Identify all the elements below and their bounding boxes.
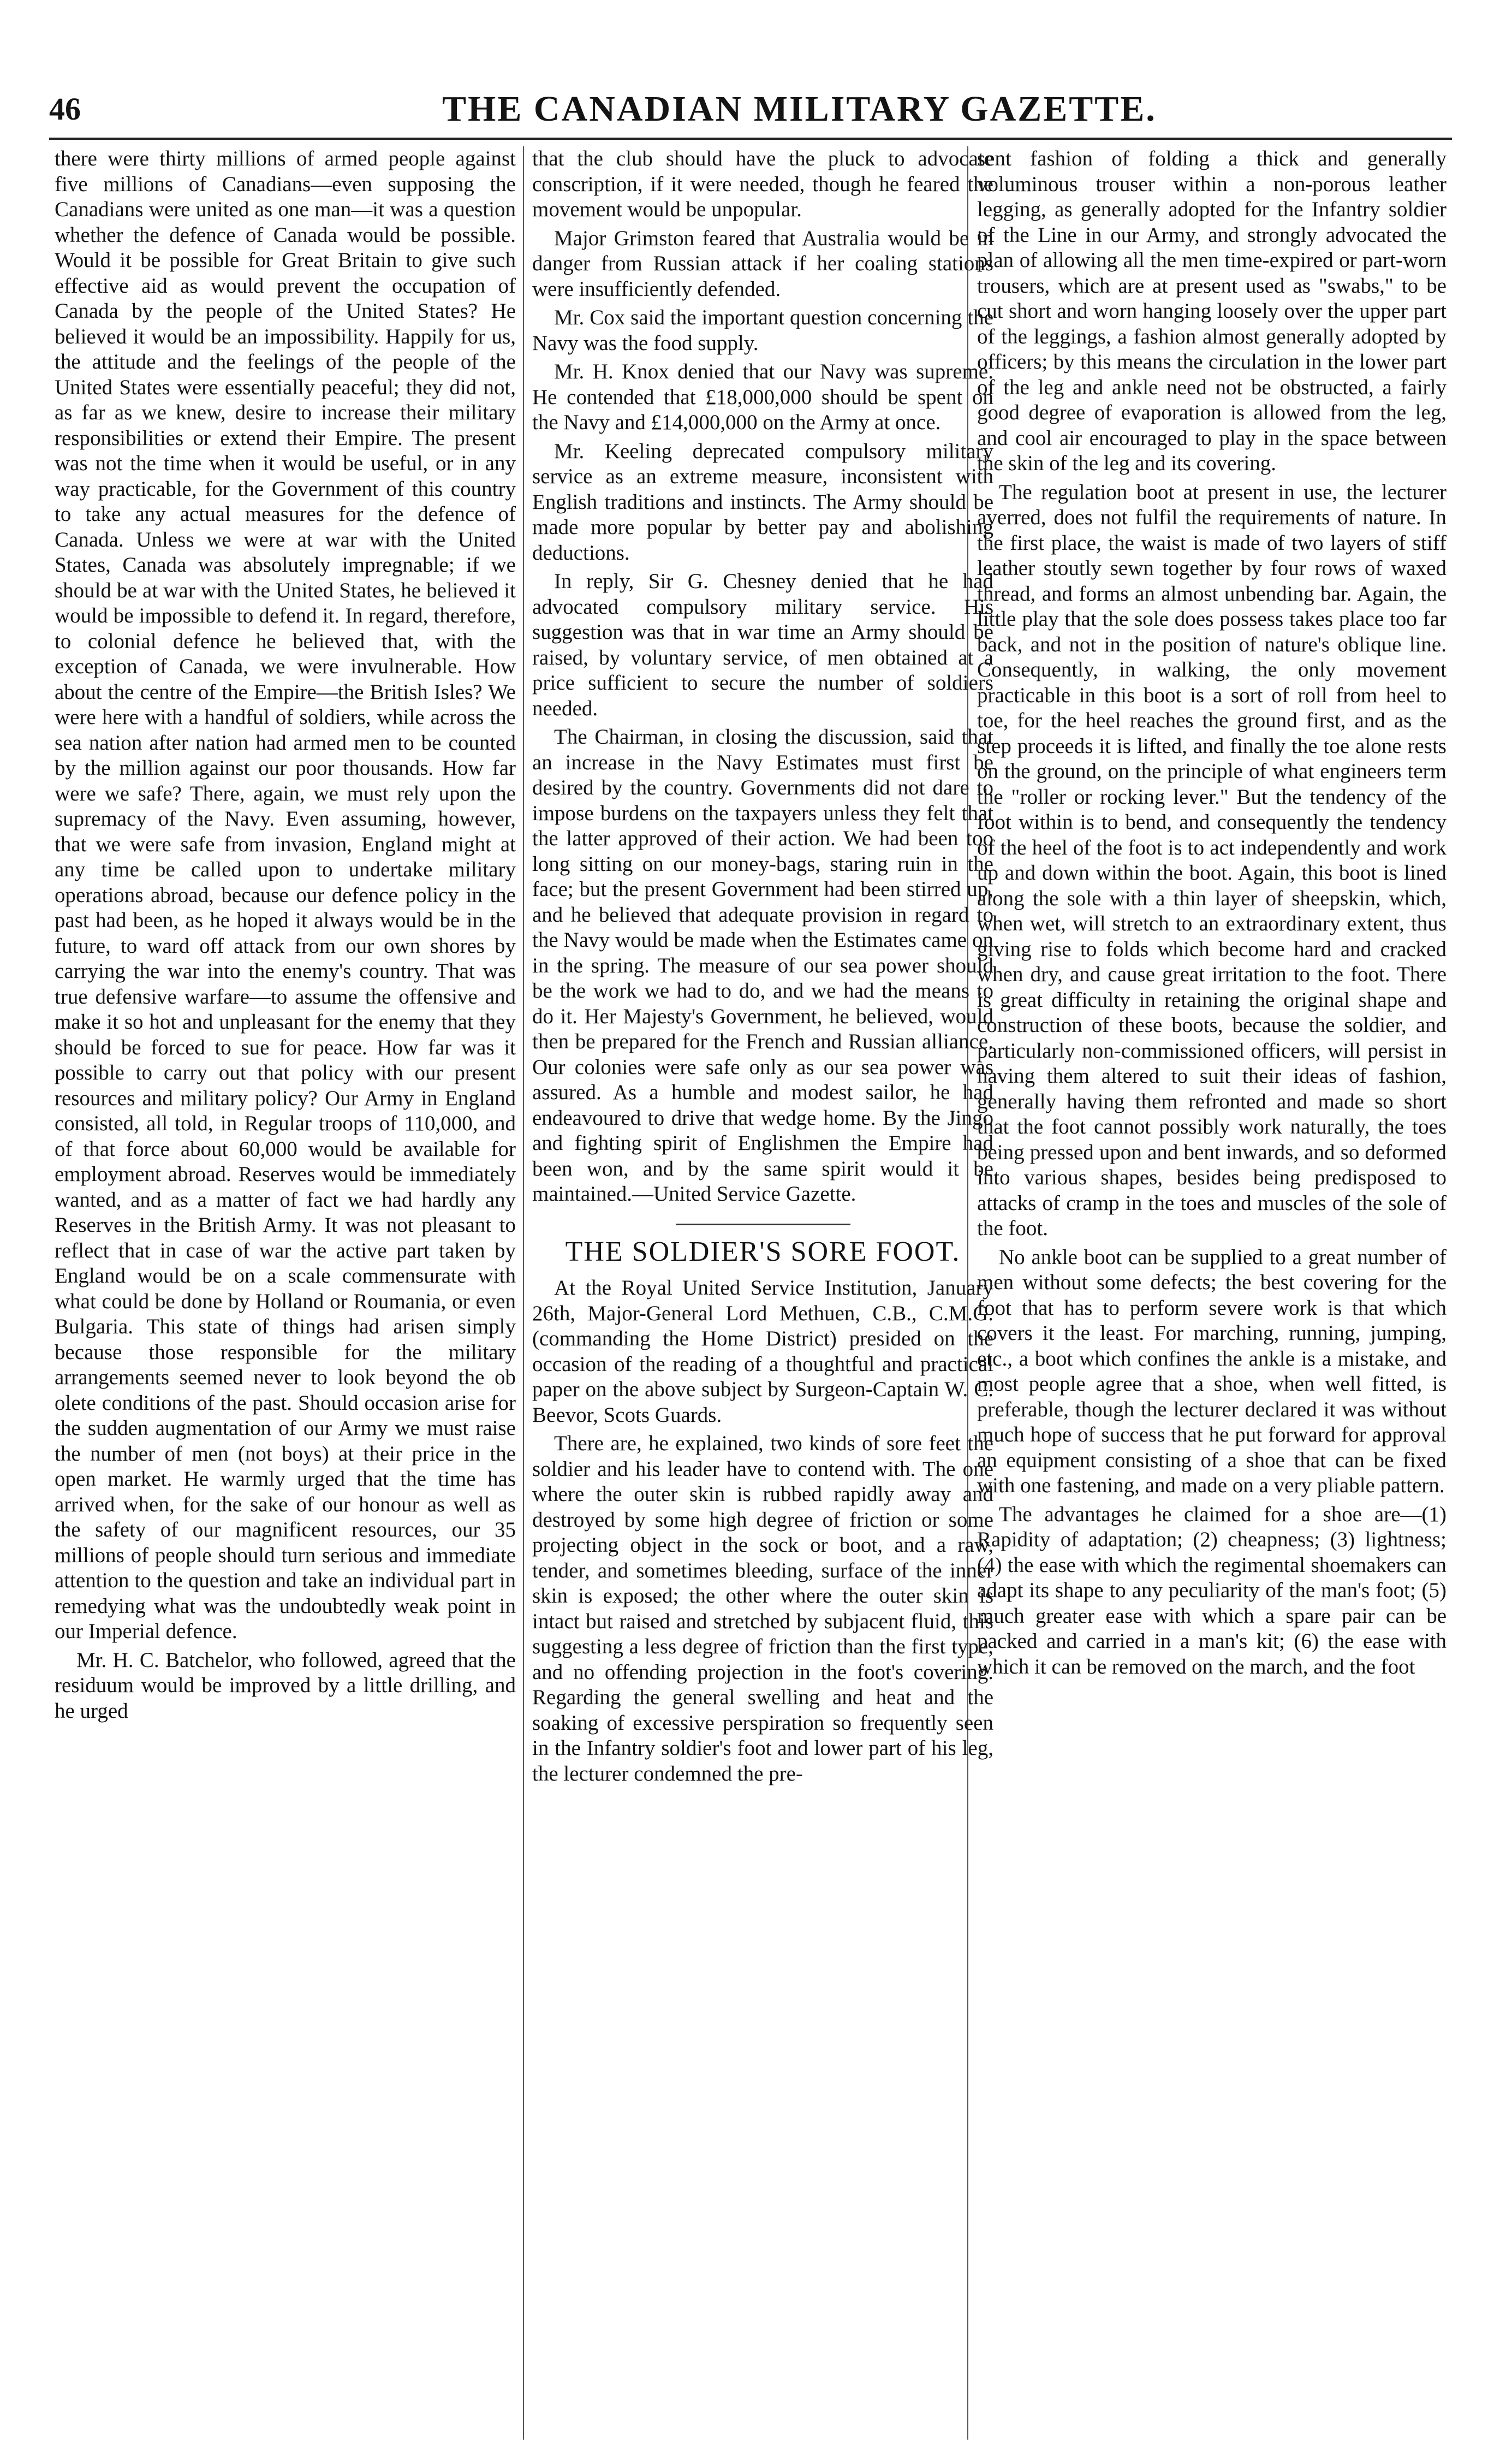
article-paragraph: that the club should have the pluck to advocate conscription, if it were needed, though he feared the movement would be unpopular. [532,147,993,221]
article-paragraph: At the Royal United Service Institution, January 26th, Major-General Lord Methuen, C.B., C.M.G. (commanding the Home District) presided on the occasion of the reading of a thoughtful and practical paper on the above subject by Surgeon-Captain W. C. Beevor, Scots Guards. [532,1276,993,1427]
article-paragraph: The Chairman, in closing the discussion, said that an increase in the Navy Estimates must first be desired by the country. Governments did not dare to impose burdens on the taxpayers unless they felt that the latter approved of their action. We had been too long sitting on our money-bags, staring ruin in the face; but the present Government had been stirred up, and he believed that adequate provision in regard to the Navy would be made when the Estimates came on in the spring. The measure of our sea power should be the work we had to do, and we had the means to do it. Her Majesty's Government, he believed, would then be prepared for the French and Russian alliance. Our colonies were safe only as our sea power was assured. As a humble and modest sailor, he had endeavoured to drive that wedge home. By the Jingo and fighting spirit of Englishmen the Empire had been won, and by the same spirit would it be maintained.—United Service Gazette. [532,725,993,1206]
page-number: 46 [49,91,81,127]
article-paragraph: In reply, Sir G. Chesney denied that he had advocated compulsory military service. His suggestion was that in war time an Army should be raised, by voluntary service, of men obtained at a price sufficient to secure the number of soldiers needed. [532,569,993,720]
article-paragraph: Mr. H. Knox denied that our Navy was supreme. He contended that £18,000,000 should be spent on the Navy and £14,000,000 on the Army at once. [532,360,993,434]
article-paragraph: Mr. Cox said the important question concerning the Navy was the food supply. [532,306,993,355]
article-heading: THE SOLDIER'S SORE FOOT. [565,1236,961,1267]
column-3 [977,146,1446,2445]
article-paragraph: Mr. H. C. Batchelor, who followed, agreed that the residuum would be improved by a little drilling, and he urged [55,1648,516,1723]
article-paragraph: sent fashion of folding a thick and generally voluminous trouser within a non-porous leather legging, as generally adopted for the Infantry soldier of the Line in our Army, and strongly advocated the plan of allowing all the men time-expired or part-worn trousers, which are at present used as "swabs," to be cut short and worn hanging loosely over the upper part of the leggings, a fashion almost generally adopted by officers; by this means the circulation in the lower part of the leg and ankle need not be obstructed, a fairly good degree of evaporation is allowed from the leg, and cool air encouraged to play in the space between the skin of the leg and its covering. [977,147,1446,475]
newspaper-title: THE CANADIAN MILITARY GAZETTE. [442,89,1157,129]
article-paragraph: Major Grimston feared that Australia would be in danger from Russian attack if her coaling stations were insufficiently defended. [532,226,993,301]
article-paragraph: Mr. Keeling deprecated compulsory military service as an extreme measure, inconsistent with English traditions and instincts. The Army should be made more popular by better pay and abolishing deductions. [532,439,993,565]
article-paragraph: No ankle boot can be supplied to a great number of men without some defects; the best covering for the foot that has to perform severe work is that which covers it the least. For marching, running, jumping, etc., a boot which confines the ankle is a mistake, and most people agree that a shoe, when well fitted, is preferable, though the lecturer declared it was without much hope of success that he put forward for approval an equipment consisting of a shoe that can be fixed with one fastening, and made on a very pliable pattern. [977,1245,1446,1497]
article-paragraph: The regulation boot at present in use, the lecturer averred, does not fulfil the requirements of nature. In the first place, the waist is made of two layers of stiff leather stoutly sewn together by four rows of waxed thread, and forms an almost unbending bar. Again, the little play that the sole does possess takes place too far back, and not in the position of nature's oblique line. Consequently, in walking, the only movement practicable in this boot is a sort of roll from heel to toe, for the heel reaches the ground first, and as the step proceeds it is lifted, and finally the toe alone rests on the ground, on the principle of what engineers term the "roller or rocking lever." But the tendency of the foot within is to bend, and consequently the tendency of the heel of the foot is to act independently and work up and down within the boot. Again, this boot is lined along the sole with a thin layer of sheepskin, which, when wet, will stretch to an extraordinary extent, thus giving rise to folds which become hard and cracked when dry, and cause great irritation to the foot. There is great difficulty in retaining the original shape and construction of these boots, because the soldier, and particularly non-commissioned officers, will persist in having them altered to suit their ideas of fashion, generally having them refronted and made so short that the foot cannot possibly work naturally, the toes being pressed upon and bent inwards, and so deformed into various shapes, besides being predisposed to attacks of cramp in the toes and muscles of the sole of the foot. [977,480,1446,1240]
column-1 [55,146,516,2445]
article-paragraph: The advantages he claimed for a shoe are—(1) Rapidity of adaptation; (2) cheapness; (3) lightness; (4) the ease with which the regimental shoemakers can adapt its shape to any peculiarity of the man's foot; (5) much greater ease with which a spare pair can be packed and carried in a man's kit; (6) the ease with which it can be removed on the march, and the foot [977,1502,1446,1678]
article-paragraph: There are, he explained, two kinds of sore feet the soldier and his leader have to contend with. The one where the outer skin is rubbed rapidly away and destroyed by some high degree of friction or some projecting object in the sock or boot, and a raw, tender, and sometimes bleeding, surface of the inner skin is exposed; the other where the outer skin is intact but raised and stretched by subjacent fluid, this suggesting a less degree of friction than the first type, and no offending projection in the foot's covering. Regarding the general swelling and heat and the soaking of excessive perspiration so frequently seen in the Infantry soldier's foot and lower part of his leg, the lecturer condemned the pre- [532,1432,993,1785]
section-divider [676,1224,850,1225]
article-paragraph: there were thirty millions of armed people against five millions of Canadians—even supposing the Canadians were united as one man—it was a question whether the defence of Canada would be possible. Would it be possible for Great Britain to give such effective aid as would prevent the occupation of Canada by the people of the United States? He believed it would be an impossibility. Happily for us, the attitude and the feelings of the people of the United States were essentially peaceful; they did not, as far as we knew, desire to increase their military responsibilities or extend their Empire. The present was not the time when it would be useful, or in any way practicable, for the Government of this country to take any actual measures for the defence of Canada. Unless we were at war with the United States, Canada was absolutely impregnable; if we should be at war with the United States, he believed it would be impossible to defend it. In regard, therefore, to colonial defence he believed that, with the exception of Canada, we were invulnerable. How about the centre of the Empire—the British Isles? We were here with a handful of soldiers, while across the sea nation after nation had armed men to be counted by the million against our poor thousands. How far were we safe? There, again, we must rely upon the supremacy of the Navy. Even assuming, however, that we were safe from invasion, England might at any time be called upon to undertake military operations abroad, because our defence policy in the past had been, as he hoped it always would be in the future, to ward off attack from our own shores by carrying the war into the enemy's country. That was true defensive warfare—to assume the offensive and make it so hot and unpleasant for the enemy that they should be forced to sue for peace. How far was it possible to carry out that policy with our present resources and military policy? Our Army in England consisted, all told, in Regular troops of 110,000, and of that force about 60,000 would be available for employment abroad. Reserves would be immediately wanted, and as a matter of fact we had hardly any Reserves in the British Army. It was not pleasant to reflect that in case of war the active part taken by England would be on a scale commensurate with what could be done by Holland or Roumania, or even Bulgaria. This state of things had arisen simply because those responsible for the military arrangements seemed never to look beyond the ob olete conditions of the past. Should occasion arise for the sudden augmentation of our Army we must raise the number of men (not boys) at their price in the open market. He warmly urged that the time has arrived when, for the sake of our honour as well as the safety of our magnificent resources, our 35 millions of people should turn serious and immediate attention to the question and take an individual part in remedying what was the undoubtedly weak point in our Imperial defence. [55,147,516,1643]
page-header [49,82,1446,137]
column-divider [523,146,524,2440]
header-rule [49,138,1452,140]
column-2 [532,146,993,2445]
